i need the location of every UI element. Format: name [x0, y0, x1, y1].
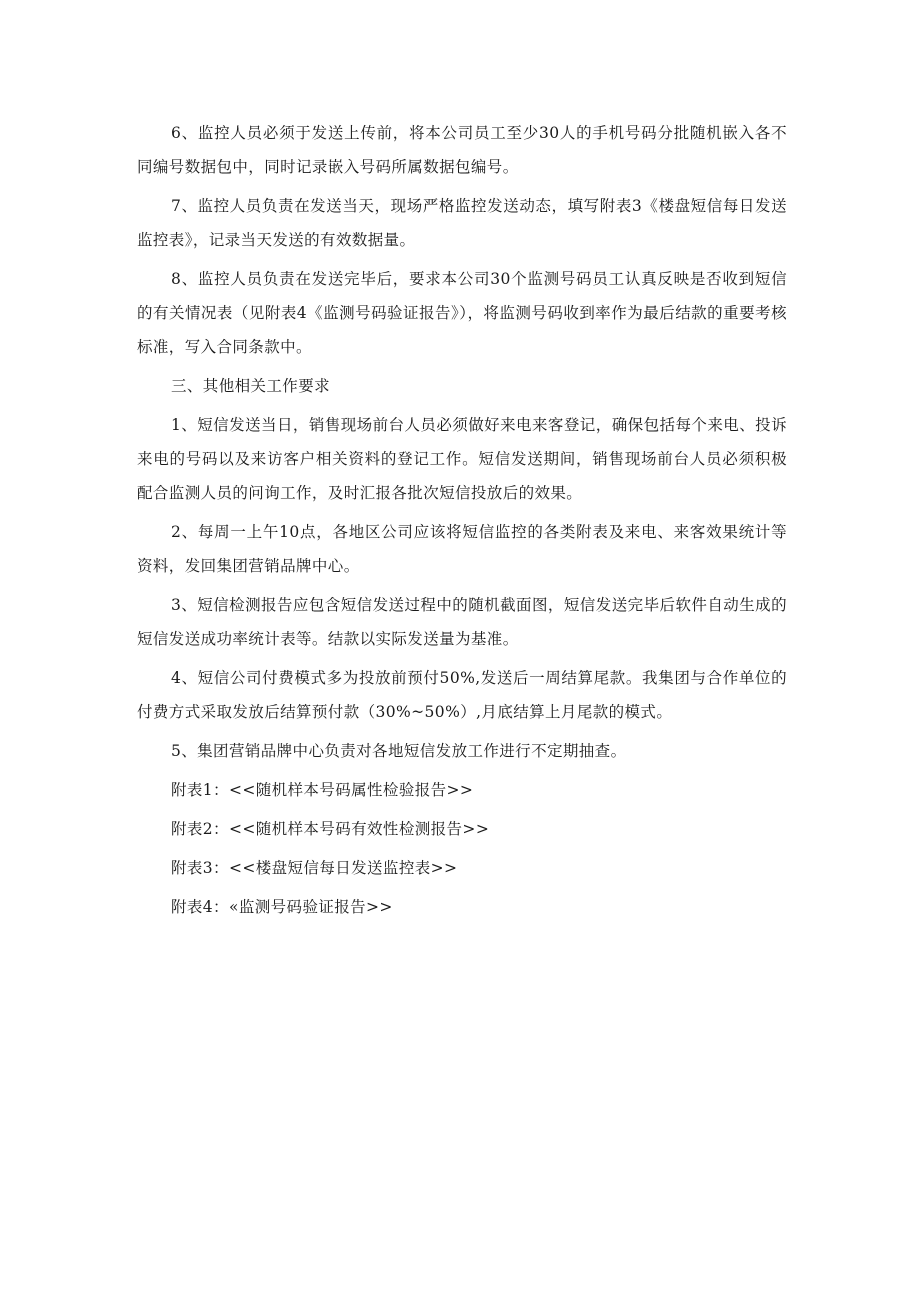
appendix-item-1: 附表1：<<随机样本号码属性检验报告>> [171, 781, 474, 799]
paragraph-item-8: 8、监控人员负责在发送完毕后，要求本公司30个监测号码员工认真反映是否收到短信的有关情况表（见附表4《监测号码验证报告》），将监测号码收到率作为最后结款的重要考核标准，写入合同条款中。 [137, 270, 787, 356]
appendix-item-4: 附表4：«监测号码验证报告>> [171, 898, 393, 916]
paragraph-requirement-2: 2、每周一上午10点，各地区公司应该将短信监控的各类附表及来电、来客效果统计等资料，发回集团营销品牌中心。 [137, 523, 787, 575]
section-heading-other-requirements: 三、其他相关工作要求 [171, 377, 331, 395]
appendix-item-3: 附表3：<<楼盘短信每日发送监控表>> [171, 859, 458, 877]
paragraph-item-6: 6、监控人员必须于发送上传前，将本公司员工至少30人的手机号码分批随机嵌入各不同编号数据包中，同时记录嵌入号码所属数据包编号。 [137, 124, 787, 176]
paragraph-requirement-3: 3、短信检测报告应包含短信发送过程中的随机截面图，短信发送完毕后软件自动生成的短信发送成功率统计表等。结款以实际发送量为基准。 [137, 596, 787, 648]
appendix-item-2: 附表2：<<随机样本号码有效性检测报告>> [171, 820, 490, 838]
document-body [137, 116, 787, 929]
paragraph-requirement-4: 4、短信公司付费模式多为投放前预付50%,发送后一周结算尾款。我集团与合作单位的付费方式采取发放后结算预付款（30%~50%）,月底结算上月尾款的模式。 [137, 669, 787, 721]
paragraph-requirement-1: 1、短信发送当日，销售现场前台人员必须做好来电来客登记，确保包括每个来电、投诉来电的号码以及来访客户相关资料的登记工作。短信发送期间，销售现场前台人员必须积极配合监测人员的问询工作，及时汇报各批次短信投放后的效果。 [137, 416, 787, 502]
paragraph-requirement-5: 5、集团营销品牌中心负责对各地短信发放工作进行不定期抽查。 [171, 742, 627, 760]
paragraph-item-7: 7、监控人员负责在发送当天，现场严格监控发送动态，填写附表3《楼盘短信每日发送监控表》，记录当天发送的有效数据量。 [137, 197, 787, 249]
